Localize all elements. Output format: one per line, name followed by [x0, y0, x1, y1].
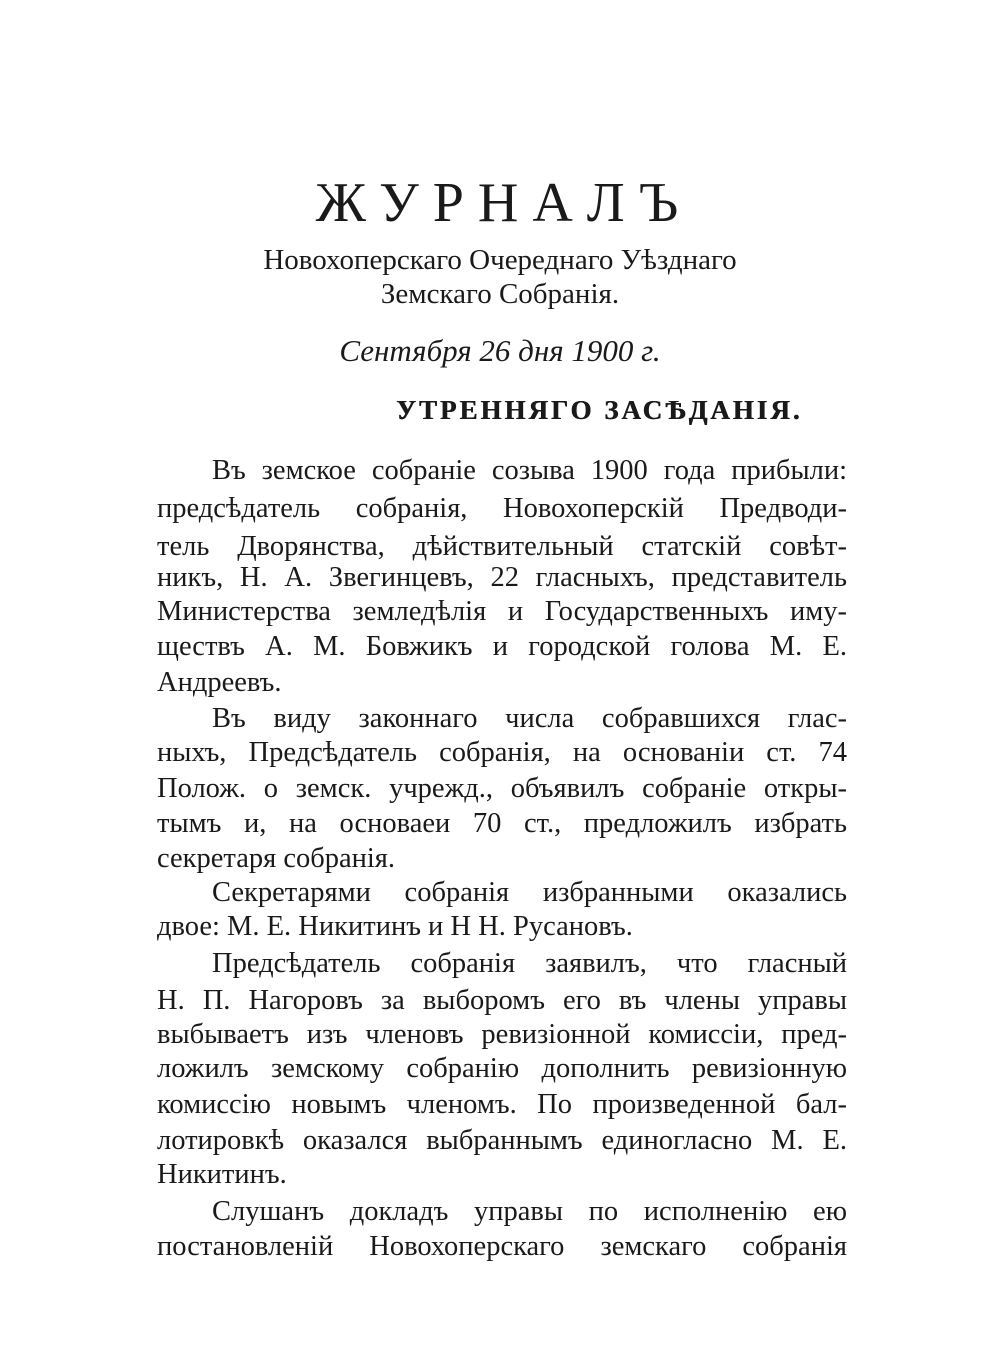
- body-line: двое: М. Е. Никитинъ и Н Н. Русановъ.: [157, 911, 633, 942]
- body-line: Андреевъ.: [157, 667, 282, 698]
- subtitle-line-1: Новохоперскаго Очереднаго Уѣзднаго: [263, 244, 737, 276]
- body-line: ныхъ, Предсѣдатель собранія, на основаніи ст. 74: [157, 737, 847, 768]
- session-heading: УТРЕННЯГО ЗАСѢДАНІЯ.: [396, 395, 803, 425]
- body-line: ществъ А. М. Бовжикъ и городской голова М. Е.: [157, 631, 847, 662]
- body-line: постановленій Новохоперскаго земскаго собранія: [157, 1231, 847, 1262]
- body-line: никъ, Н. А. Звегинцевъ, 22 гласныхъ, представитель: [157, 562, 847, 593]
- body-line: Никитинъ.: [157, 1159, 287, 1190]
- body-line: выбываетъ изъ членовъ ревизіонной комиссіи, пред-: [157, 1019, 847, 1050]
- body-line: предсѣдатель собранія, Новохоперскій Предводи-: [157, 493, 847, 524]
- body-line: лотировкѣ оказался выбраннымъ единогласно М. Е.: [157, 1125, 847, 1156]
- body-line: Полож. о земск. учрежд., объявилъ собраніе откры-: [157, 773, 847, 804]
- body-line: Въ виду законнаго числа собравшихся глас-: [212, 703, 847, 734]
- subtitle-line-2: Земскаго Собранія.: [380, 278, 620, 310]
- body-line: Предсѣдатель собранія заявилъ, что гласный: [212, 948, 847, 979]
- body-line: Въ земское собраніе созыва 1900 года прибыли:: [212, 455, 847, 486]
- document-title: ЖУРНАЛЪ: [315, 172, 693, 234]
- body-line: Слушанъ докладъ управы по исполненію ею: [212, 1196, 847, 1227]
- body-line: тымъ и, на основаеи 70 ст., предложилъ избрать: [157, 808, 847, 839]
- body-line: Н. П. Нагоровъ за выборомъ его въ члены управы: [157, 985, 847, 1016]
- body-line: комиссію новымъ членомъ. По произведенной бал-: [157, 1089, 847, 1120]
- body-line: секретаря собранія.: [157, 843, 396, 874]
- session-date: Сентября 26 дня 1900 г.: [339, 333, 661, 368]
- body-line: ложилъ земскому собранію дополнить ревизіонную: [157, 1053, 847, 1084]
- body-line: Секретарями собранія избранными оказались: [212, 877, 847, 908]
- body-line: тель Дворянства, дѣйствительный статскій совѣт-: [157, 531, 847, 562]
- body-line: Министерства земледѣлія и Государственныхъ иму-: [157, 596, 847, 627]
